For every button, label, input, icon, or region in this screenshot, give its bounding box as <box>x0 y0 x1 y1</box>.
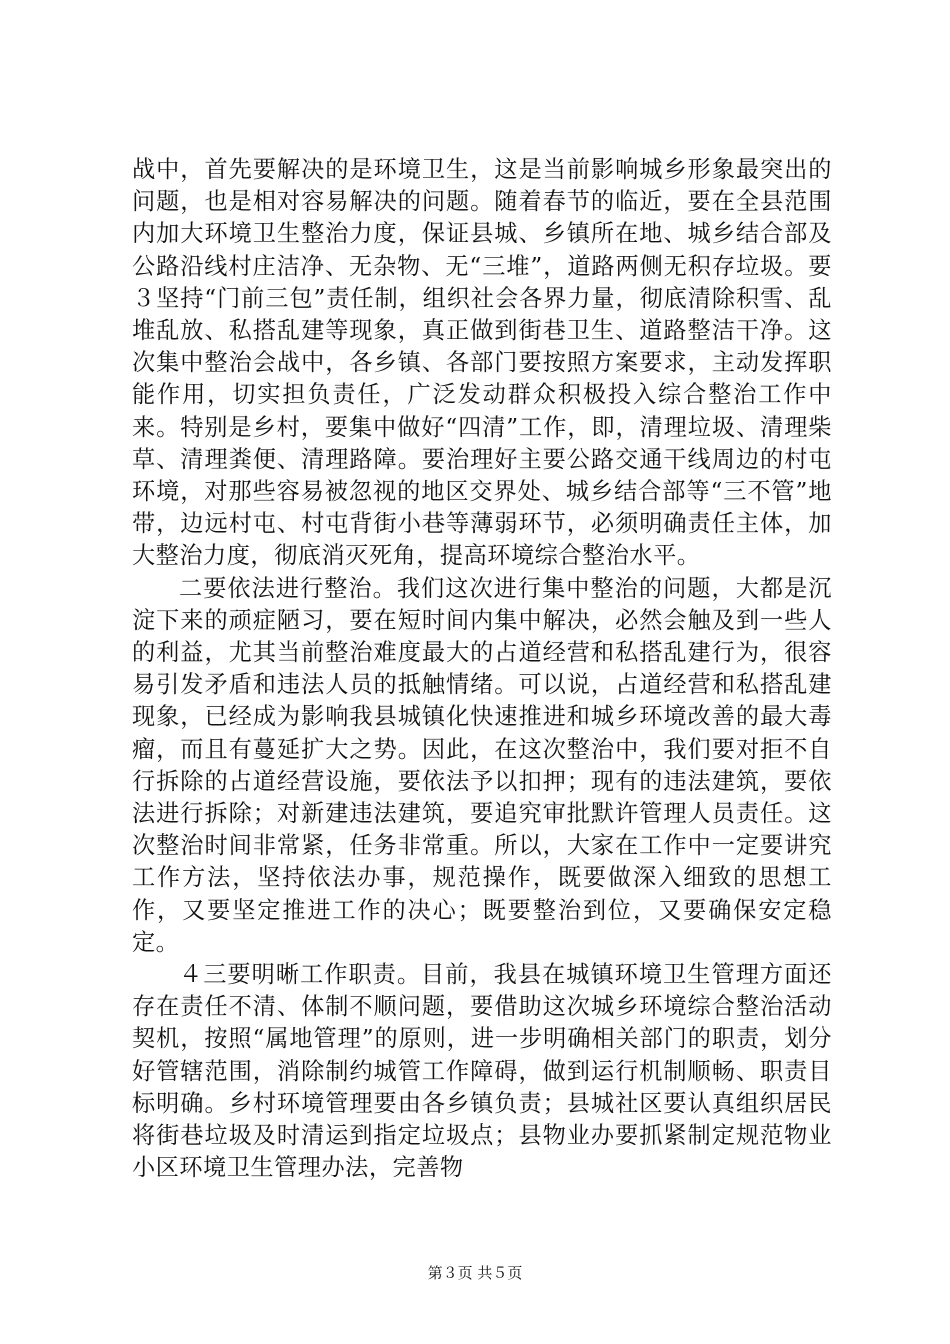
page-number-footer: 第３页 共５页 <box>427 1264 523 1282</box>
paragraph-1: 战中，首先要解决的是环境卫生，这是当前影响城乡形象最突出的问题，也是相对容易解决的问题。随着春节的临近，要在全县范围内加大环境卫生整治力度，保证县城、乡镇所在地、城乡结合部及公路沿线村庄洁净、无杂物、无“三堆”，道路两侧无积存垃圾。要３坚持“门前三包”责任制，组织社会各界力量，彻底清除积雪、乱堆乱放、私搭乱建等现象，真正做到街巷卫生、道路整洁干净。这次集中整治会战中，各乡镇、各部门要按照方案要求，主动发挥职能作用，切实担负责任，广泛发动群众积极投入综合整治工作中来。特别是乡村，要集中做好“四清”工作，即，清理垃圾、清理柴草、清理粪便、清理路障。要治理好主要公路交通干线周边的村屯环境，对那些容易被忽视的地区交界处、城乡结合部等“三不管”地带，边远村屯、村屯背街小巷等薄弱环节，必须明确责任主体，加大整治力度，彻底消灭死角，提高环境综合整治水平。 <box>132 156 832 570</box>
paragraph-3: ４三要明晰工作职责。目前，我县在城镇环境卫生管理方面还存在责任不清、体制不顺问题，要借助这次城乡环境综合整治活动契机，按照“属地管理”的原则，进一步明确相关部门的职责，划分好管辖范围，消除制约城管工作障碍，做到运行机制顺畅、职责目标明确。乡村环境管理要由各乡镇负责；县城社区要认真组织居民将街巷垃圾及时清运到指定垃圾点；县物业办要抓紧制定规范物业小区环境卫生管理办法，完善物 <box>132 961 832 1182</box>
document-body <box>132 154 832 1185</box>
paragraph-2: 二要依法进行整治。我们这次进行集中整治的问题，大都是沉淀下来的顽症陋习，要在短时间内集中解决，必然会触及到一些人的利益，尤其当前整治难度最大的占道经营和私搭乱建行为，很容易引发矛盾和违法人员的抵触情绪。可以说，占道经营和私搭乱建现象，已经成为影响我县城镇化快速推进和城乡环境改善的最大毒瘤，而且有蔓延扩大之势。因此，在这次整治中，我们要对拒不自行拆除的占道经营设施，要依法予以扣押；现有的违法建筑，要依法进行拆除；对新建违法建筑，要追究审批默许管理人员责任。这次整治时间非常紧，任务非常重。所以，大家在工作中一定要讲究工作方法，坚持依法办事，规范操作，既要做深入细致的思想工作，又要坚定推进工作的决心；既要整治到位，又要确保安定稳定。 <box>132 574 832 956</box>
